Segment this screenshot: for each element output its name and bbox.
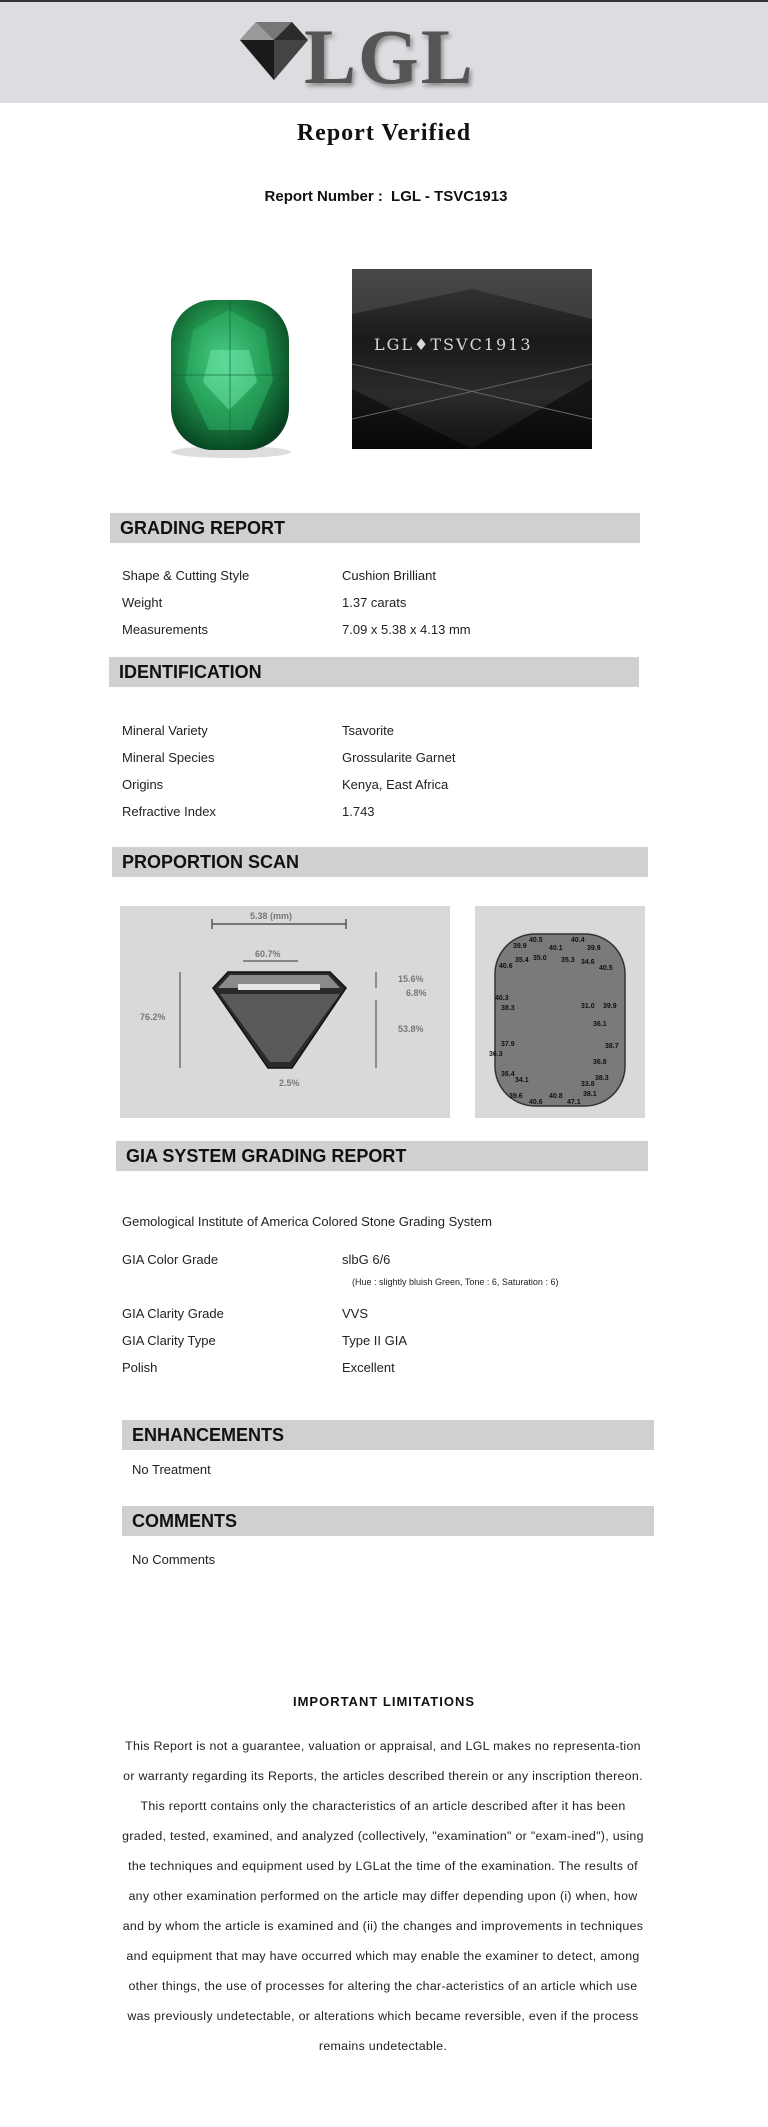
svg-text:40.6: 40.6 [529,1099,543,1106]
gia-color-label: GIA Color Grade [122,1252,219,1267]
table-label: 60.7% [255,949,281,959]
svg-text:39.9: 39.9 [513,943,527,950]
svg-text:36.3: 36.3 [489,1051,503,1058]
culet-label: 2.5% [279,1078,300,1088]
grading-report-heading: GRADING REPORT [110,513,640,543]
gia-heading: GIA SYSTEM GRADING REPORT [116,1141,648,1171]
gia-value: Excellent [342,1360,395,1375]
proportion-scan-heading: PROPORTION SCAN [112,847,648,877]
gia-value: VVS [342,1306,369,1321]
svg-text:37.9: 37.9 [501,1041,515,1048]
svg-text:35.3: 35.3 [561,957,575,964]
identification-row [0,777,768,793]
gia-row [0,1306,768,1322]
svg-text:39.9: 39.9 [587,945,601,952]
identification-label: Mineral Variety [122,723,208,738]
identification-heading: IDENTIFICATION [109,657,639,687]
report-number-label: Report Number : [264,188,383,205]
identification-value: Tsavorite [342,723,395,738]
svg-text:39.6: 39.6 [509,1093,523,1100]
lgl-logo [234,13,494,100]
limitations-heading: IMPORTANT LIMITATIONS [292,1694,476,1709]
identification-label: Origins [122,777,164,792]
gia-color-value: slbG 6/6 [342,1252,391,1267]
enhancements-text: No Treatment [132,1462,211,1477]
gia-row [0,1333,768,1349]
grading-value: 1.37 carats [342,595,407,610]
identification-row [0,804,768,820]
gia-label: GIA Clarity Grade [122,1306,224,1321]
grading-value: Cushion Brilliant [342,568,436,583]
grading-label: Shape & Cutting Style [122,568,250,583]
svg-text:36.4: 36.4 [501,1071,515,1078]
svg-text:36.8: 36.8 [593,1059,607,1066]
svg-text:39.9: 39.9 [603,1003,617,1010]
svg-text:40.5: 40.5 [599,965,613,972]
identification-label: Refractive Index [122,804,216,819]
identification-row [0,750,768,766]
gia-label: GIA Clarity Type [122,1333,216,1348]
svg-text:31.0: 31.0 [581,1003,595,1010]
header-banner [0,2,768,103]
identification-value: Kenya, East Africa [342,777,449,792]
svg-text:38.3: 38.3 [595,1075,609,1082]
svg-text:40.8: 40.8 [549,1093,563,1100]
svg-text:40.6: 40.6 [499,963,513,970]
topview-diagram-panel [475,906,645,1118]
profile-diagram-panel [120,906,450,1118]
svg-text:35.0: 35.0 [533,955,547,962]
gia-value: Type II GIA [342,1333,408,1348]
profile-diagram [120,906,450,1118]
svg-text:40.4: 40.4 [571,937,585,944]
grading-value: 7.09 x 5.38 x 4.13 mm [342,622,471,637]
grading-row [0,595,768,611]
report-number-value: LGL - TSVC1913 [391,188,508,205]
inscription-shading [352,269,592,449]
svg-text:38.3: 38.3 [501,1005,515,1012]
gia-color-row [0,1252,768,1268]
grading-row [0,568,768,584]
identification-row [0,723,768,739]
page-title: Report Verified [296,120,472,146]
svg-text:40.1: 40.1 [549,945,563,952]
pavilion-label: 53.8% [398,1024,424,1034]
svg-text:38.7: 38.7 [605,1043,619,1050]
inscription-text: LGL♦TSVC1913 [374,335,533,354]
limitations-text: This Report is not a guarantee, valuation or appraisal, and LGL makes no representa-tion or warranty regarding its Reports, the articles described therein or any inscription thereon. This reportt contains only the characteristics of an article described after it has been graded, tested, examined, and analyzed (collectively, "examination" or "exam-ined"), using the techniques and equipment used by LGLat the time of the examination. The results of any other examination performed on the article may differ depending upon (i) when, how and by whom the article is examined and (ii) the changes and improvements in techniques and equipment that may have occurred which may enable the examiner to detect, among other things, the use of processes for altering the char-acteristics of an article which use was previously undetectable, or alterations which became reversible, even if the process remains undetectable. [122,1739,644,2053]
grading-row [0,622,768,638]
total-depth-label: 76.2% [140,1012,166,1022]
identification-value: Grossularite Garnet [342,750,456,765]
gia-label: Polish [122,1360,158,1375]
grading-label: Weight [122,595,163,610]
enhancements-heading: ENHANCEMENTS [122,1420,654,1450]
svg-text:34.1: 34.1 [515,1077,529,1084]
gia-color-note: (Hue : slightly bluish Green, Tone : 6, Saturation : 6) [352,1277,559,1287]
svg-text:38.1: 38.1 [583,1091,597,1098]
svg-text:47.1: 47.1 [567,1099,581,1106]
identification-label: Mineral Species [122,750,215,765]
svg-text:40.5: 40.5 [529,937,543,944]
grading-label: Measurements [122,622,208,637]
crown-label: 15.6% [398,974,424,984]
comments-text: No Comments [132,1552,216,1567]
svg-text:36.1: 36.1 [593,1021,607,1028]
gia-row [0,1360,768,1376]
gemstone-photo [133,270,325,462]
girdle-label: 6.8% [406,988,427,998]
comments-heading: COMMENTS [122,1506,654,1536]
svg-text:33.8: 33.8 [581,1081,595,1088]
topview-diagram [475,906,645,1118]
svg-text:34.6: 34.6 [581,959,595,966]
identification-value: 1.743 [342,804,375,819]
report-number [0,188,768,205]
svg-text:40.3: 40.3 [495,995,509,1002]
gia-system-text: Gemological Institute of America Colored Stone Grading System [122,1214,492,1229]
svg-text:35.4: 35.4 [515,957,529,964]
logo-text: LGL [304,13,475,100]
laser-inscription-photo [352,269,592,449]
width-label: 5.38 (mm) [250,911,293,921]
diamond-icon [234,18,314,84]
